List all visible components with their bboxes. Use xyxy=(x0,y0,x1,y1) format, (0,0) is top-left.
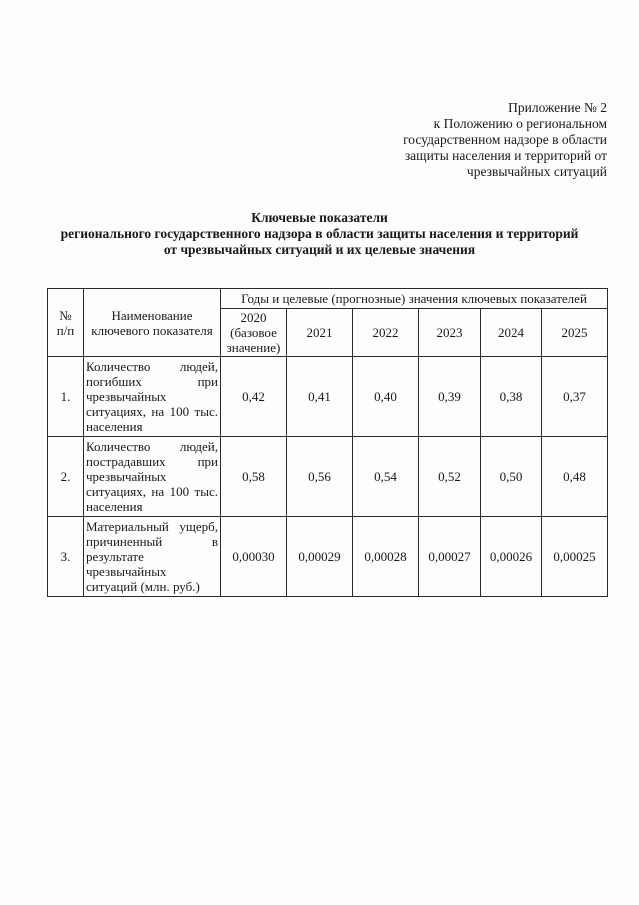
row-num: 3. xyxy=(48,517,84,597)
header-num xyxy=(48,289,84,357)
row-value: 0,58 xyxy=(221,437,287,517)
header-year: 2024 xyxy=(481,309,542,357)
row-value: 0,00030 xyxy=(221,517,287,597)
row-value: 0,42 xyxy=(221,357,287,437)
row-num: 2. xyxy=(48,437,84,517)
header-name-text: Наименование ключевого показателя xyxy=(91,307,213,338)
row-value: 0,41 xyxy=(287,357,353,437)
row-value: 0,38 xyxy=(481,357,542,437)
row-num: 1. xyxy=(48,357,84,437)
row-value: 0,00029 xyxy=(287,517,353,597)
table-row xyxy=(48,357,608,437)
row-value: 0,00026 xyxy=(481,517,542,597)
title-line: регионального государственного надзора в области защиты населения и территорий xyxy=(60,226,579,241)
appendix-line: защиты населения и территорий от xyxy=(404,148,607,163)
header-year: 2021 xyxy=(287,309,353,357)
row-value: 0,40 xyxy=(353,357,419,437)
header-num-text: № п/п xyxy=(56,307,75,338)
row-value: 0,50 xyxy=(481,437,542,517)
header-year: 2020 (базовое значение) xyxy=(221,309,287,357)
appendix-line: Приложение № 2 xyxy=(508,100,607,115)
header-name xyxy=(84,289,221,357)
row-name: Материальный ущерб, причиненный в результате чрезвычайных ситуаций (млн. руб.) xyxy=(84,517,221,597)
row-value: 0,37 xyxy=(542,357,608,437)
row-value: 0,52 xyxy=(419,437,481,517)
table-row xyxy=(48,437,608,517)
document-title xyxy=(40,210,599,258)
row-value: 0,48 xyxy=(542,437,608,517)
row-value: 0,39 xyxy=(419,357,481,437)
row-value: 0,54 xyxy=(353,437,419,517)
header-year: 2022 xyxy=(353,309,419,357)
table-row xyxy=(48,517,608,597)
row-name: Количество людей, пострадавших при чрезвычайных ситуациях, на 100 тыс. населения xyxy=(84,437,221,517)
row-name: Количество людей, погибших при чрезвычайных ситуациях, на 100 тыс. населения xyxy=(84,357,221,437)
row-value: 0,00028 xyxy=(353,517,419,597)
row-value: 0,00027 xyxy=(419,517,481,597)
header-group: Годы и целевые (прогнозные) значения ключевых показателей xyxy=(221,289,608,309)
row-value: 0,56 xyxy=(287,437,353,517)
appendix-line: чрезвычайных ситуаций xyxy=(466,164,607,179)
appendix-note xyxy=(367,100,607,180)
indicators-table xyxy=(47,288,608,597)
appendix-line: государственном надзоре в области xyxy=(403,132,607,147)
table-header-row xyxy=(48,289,608,309)
header-year: 2023 xyxy=(419,309,481,357)
title-line: от чрезвычайных ситуаций и их целевые значения xyxy=(163,242,476,257)
title-line: Ключевые показатели xyxy=(251,210,388,225)
header-year: 2025 xyxy=(542,309,608,357)
row-value: 0,00025 xyxy=(542,517,608,597)
appendix-line: к Положению о региональном xyxy=(433,116,607,131)
